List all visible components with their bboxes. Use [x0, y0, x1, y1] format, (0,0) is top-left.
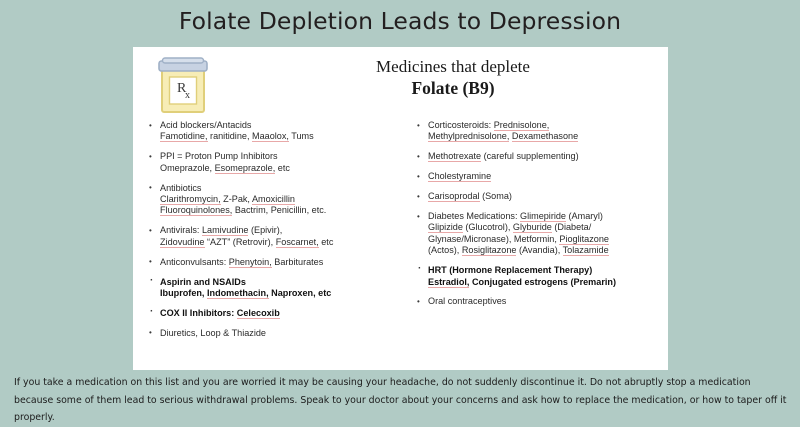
page-title: Folate Depletion Leads to Depression — [178, 7, 622, 35]
medication-line: • Corticosteroids: Prednisolone, — [428, 120, 550, 130]
medication-bullet — [415, 120, 663, 143]
medication-line: · Aspirin and NSAIDs — [160, 276, 246, 287]
medication-bullet — [147, 183, 409, 217]
medication-line: Clarithromycin, Z-Pak, Amoxicillin — [160, 194, 295, 205]
medication-line: • Diabetes Medications: Glimepiride (Amaryl) — [428, 211, 603, 222]
medication-bullet — [415, 171, 663, 182]
medication-list-left — [147, 120, 409, 348]
medication-line: • Acid blockers/Antacids — [160, 120, 252, 130]
medication-line: • Oral contraceptives — [428, 296, 507, 307]
content-card — [133, 47, 668, 370]
medication-line: Estradiol, Conjugated estrogens (Premarin) — [428, 276, 616, 287]
medication-line: • Antivirals: Lamivudine (Epivir), — [160, 225, 283, 236]
medication-list-right — [415, 120, 663, 316]
medication-line: • Antibiotics — [160, 182, 202, 193]
medication-line: Glipizide (Glucotrol), Glyburide (Diabeta/ — [428, 222, 592, 233]
medication-bullet — [415, 191, 663, 202]
medication-line: Ibuprofen, Indomethacin, Naproxen, etc — [160, 287, 332, 298]
medication-bullet — [147, 225, 409, 248]
medication-bullet — [415, 265, 663, 288]
medication-columns — [133, 120, 668, 368]
medication-line: · COX II Inhibitors: Celecoxib — [160, 307, 280, 318]
medication-line: • Methotrexate (careful supplementing) — [428, 151, 579, 162]
medication-bullet — [147, 328, 409, 339]
medication-line: · HRT (Hormone Replacement Therapy) — [428, 265, 593, 276]
medication-bullet — [147, 257, 409, 268]
svg-text:R: R — [177, 81, 187, 96]
medication-bullet — [147, 120, 409, 143]
prescription-bottle-icon — [155, 56, 211, 114]
medication-bullet — [147, 277, 409, 300]
disclaimer-caption: If you take a medication on this list and you are worried it may be causing your headache, do not suddenly discontinue it. Do not abruptly stop a medication because some of them lead to serious withdrawal problems. Speak to your doctor about your concerns and ask how to replace the medication, or how to taper off it properly. — [14, 377, 787, 423]
medication-line: Glynase/Micronase), Metformin, Pioglitazone — [428, 233, 609, 244]
medication-line: Methylprednisolone, Dexamethasone — [428, 131, 579, 142]
medication-line: • Carisoprodal (Soma) — [428, 191, 512, 202]
medication-line: Zidovudine “AZT” (Retrovir), Foscarnet, etc — [160, 236, 334, 247]
svg-text:x: x — [185, 90, 190, 101]
medication-line: • Diuretics, Loop & Thiazide — [160, 327, 266, 338]
medication-line: • PPI = Proton Pump Inhibitors — [160, 151, 278, 162]
medication-bullet — [415, 211, 663, 257]
card-heading — [253, 56, 653, 99]
card-heading-line2: Folate (B9) — [411, 78, 495, 98]
card-header — [133, 47, 668, 109]
medication-line: (Actos), Rosiglitazone (Avandia), Tolazamide — [428, 245, 609, 256]
medication-line: Famotidine, ranitidine, Maaolox, Tums — [160, 131, 314, 142]
medication-line: • Cholestyramine — [428, 171, 492, 182]
medication-bullet — [147, 308, 409, 319]
medication-bullet — [415, 151, 663, 162]
medication-bullet — [147, 151, 409, 174]
card-heading-line1: Medicines that deplete — [376, 57, 530, 76]
medication-line: Fluoroquinolones, Bactrim, Penicillin, etc. — [160, 205, 327, 216]
medication-line: • Anticonvulsants: Phenytoin, Barbiturates — [160, 256, 324, 267]
medication-bullet — [415, 296, 663, 307]
medication-line: Omeprazole, Esomeprazole, etc — [160, 162, 290, 173]
